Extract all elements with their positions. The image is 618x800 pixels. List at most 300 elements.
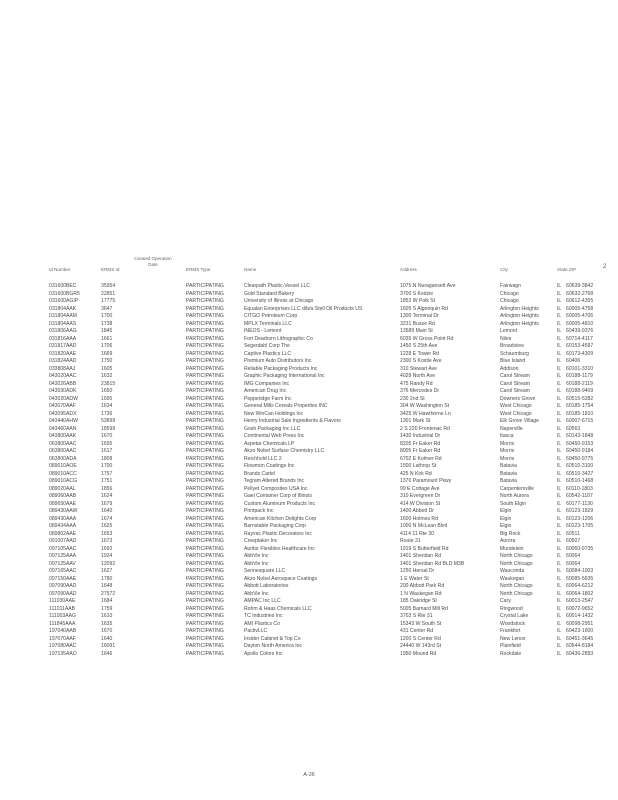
cell-address: 1200 S Center Rd (400, 635, 441, 642)
cell-city: Mundelein (500, 545, 524, 552)
cell-state: IL (557, 538, 562, 544)
cell-address: 1000 N McLean Blvd (400, 523, 448, 529)
cell-zip: 60072-9652 (566, 605, 594, 612)
cell-zip: 60143-1848 (566, 433, 594, 439)
cell-erms-id: 18599 (101, 425, 116, 432)
cell-zip: 60406 (566, 358, 581, 364)
facility-table (0, 283, 618, 658)
cell-name: Printpack Inc (244, 508, 274, 514)
table-row (0, 336, 618, 344)
cell-id-number: 043020ADW (49, 395, 78, 402)
cell-city: Morris (500, 448, 515, 454)
cell-zip: 60014-1432 (566, 613, 594, 619)
cell-state: IL (557, 373, 562, 379)
cell-id-number: 031824AAD (49, 358, 77, 364)
cell-state: IL (557, 583, 562, 589)
cell-erms-id: 1924 (101, 553, 113, 559)
cell-zip: 60123-1705 (566, 523, 594, 529)
cell-erms-type: PARTICIPATING (186, 523, 224, 529)
table-row (0, 291, 618, 299)
cell-name: Gosh Packaging Inc LLC (244, 425, 301, 432)
cell-state: IL (557, 470, 562, 477)
cell-erms-type: PARTICIPATING (186, 418, 224, 424)
cell-name: Barnstable Packaging Corp (244, 523, 307, 529)
cell-state: IL (557, 598, 562, 604)
cell-state: IL (557, 620, 562, 627)
cell-erms-type: PARTICIPATING (186, 530, 224, 537)
cell-name: Sennesquare LLC (244, 568, 286, 574)
cell-address: 185 Oakridge St (400, 598, 437, 604)
cell-erms-id: 1700 (101, 463, 113, 469)
cell-name: TC Industries Inc (244, 613, 283, 619)
cell-id-number: 097165AAC (49, 568, 77, 574)
cell-id-number: 043070AAF (49, 403, 76, 409)
cell-name: University of Illinois at Chicago (244, 298, 314, 304)
cell-address: 431 Center Rd (400, 628, 434, 634)
cell-address: 1919 S Butterfield Rd (400, 545, 449, 552)
cell-zip: 60188-1179 (566, 373, 593, 379)
table-row (0, 598, 618, 606)
cell-erms-id: 1640 (101, 635, 113, 642)
cell-city: Schaumburg (500, 350, 529, 357)
cell-city: Arlington Heights (500, 305, 539, 312)
cell-zip: 60110-1803 (566, 485, 593, 492)
cell-state: IL (557, 380, 562, 387)
cell-erms-id: 1780 (101, 575, 113, 582)
cell-zip: 60060-9735 (566, 545, 594, 552)
cell-erms-type: PARTICIPATING (186, 455, 224, 462)
cell-name: Fort Dearborn Lithographic Co (244, 335, 313, 342)
cell-name: Akzo Nobel Surface Chemistry LLC (244, 448, 325, 454)
table-row (0, 493, 618, 501)
cell-state: IL (557, 335, 562, 342)
cell-erms-type: PARTICIPATING (186, 628, 224, 634)
cell-city: Elk Grove Village (500, 418, 539, 424)
cell-erms-type: PARTICIPATING (186, 320, 224, 327)
cell-erms-type: PARTICIPATING (186, 583, 224, 589)
cell-city: Crystal Lake (500, 613, 529, 619)
cell-name: Brands Cartel (244, 470, 276, 477)
cell-city: Big Rock (500, 530, 521, 537)
cell-address: 1853 W Polk St (400, 298, 436, 304)
cell-city: Lemont (500, 328, 517, 334)
cell-name: General Mills Cereals Properties INC (244, 403, 328, 409)
table-row (0, 561, 618, 569)
cell-state: IL (557, 553, 562, 559)
cell-state: IL (557, 410, 562, 417)
cell-name: AbbVie Inc (244, 560, 269, 567)
cell-erms-type: PARTICIPATING (186, 350, 224, 357)
cell-id-number: 089430AAW (49, 508, 78, 514)
cell-city: Rockdale (500, 650, 522, 657)
cell-name: Tegram Altered Brands Inc (244, 478, 305, 484)
cell-erms-id: 1650 (101, 388, 113, 394)
cell-name: Gael Container Corp of Illinois (244, 493, 312, 499)
cell-address: 310 Evergreen Dr (400, 493, 441, 499)
cell-name: AMI Plastics Co (244, 620, 280, 627)
cell-id-number: 111845AAA (49, 620, 76, 627)
cell-erms-type: PARTICIPATING (186, 598, 224, 604)
cell-zip: 60064 (566, 553, 581, 559)
cell-zip: 60084-1003 (566, 568, 594, 574)
cell-erms-type: PARTICIPATING (186, 560, 224, 567)
cell-state: IL (557, 343, 562, 349)
cell-address: 13589 Main St (400, 328, 433, 334)
cell-zip: 60423-1600 (566, 628, 594, 634)
table-row (0, 396, 618, 404)
cell-id-number: 043800AAK (49, 433, 77, 439)
cell-zip: 60064-6212 (566, 583, 594, 589)
cell-id-number: 111011AAB (49, 605, 76, 612)
cell-erms-type: PARTICIPATING (186, 508, 224, 514)
cell-city: Arlington Heights (500, 313, 539, 319)
cell-erms-type: PARTICIPATING (186, 365, 224, 372)
cell-erms-type: PARTICIPATING (186, 388, 224, 394)
cell-erms-type: PARTICIPATING (186, 568, 224, 574)
cell-erms-id: 17775 (101, 298, 116, 304)
table-row (0, 306, 618, 314)
cell-erms-id: 1674 (101, 515, 113, 522)
cell-city: Blue Island (500, 358, 526, 364)
cell-id-number: 089010ACC (49, 470, 77, 477)
cell-erms-id: 1700 (101, 313, 113, 319)
cell-state: IL (557, 358, 562, 364)
cell-name: Aspetar Chemicals LP (244, 440, 295, 447)
cell-erms-id: 1610 (101, 613, 113, 619)
cell-name: Auritor Flexibles Healthcare Inc (244, 545, 315, 552)
cell-address: 24440 W 143rd St (400, 643, 442, 649)
cell-city: West Chicago (500, 403, 532, 409)
cell-state: IL (557, 590, 562, 597)
cell-state: IL (557, 365, 562, 372)
cell-name: Graphic Packaging International Inc (244, 373, 325, 379)
cell-state: IL (557, 425, 562, 432)
cell-zip: 60177-1130 (566, 500, 593, 507)
table-row (0, 501, 618, 509)
cell-address: 1300 Terminal Dr (400, 313, 439, 319)
cell-city: Addison (500, 365, 519, 372)
cell-erms-id: 1706 (101, 343, 113, 349)
cell-erms-id: 1653 (101, 530, 113, 537)
cell-state: IL (557, 568, 562, 574)
table-row (0, 351, 618, 359)
header-erms-type: ERMS Type (186, 267, 211, 272)
cell-erms-type: PARTICIPATING (186, 298, 224, 304)
cell-address: 8005 Fr Eaker Rd (400, 448, 441, 454)
cell-city: Frankfort (500, 628, 521, 634)
cell-erms-type: PARTICIPATING (186, 590, 224, 597)
cell-zip: 60450-9775 (566, 455, 594, 462)
footer-page-number: A-26 (303, 772, 315, 778)
cell-city: Downers Grove (500, 395, 536, 402)
cell-id-number: 063800AAC (49, 448, 77, 454)
cell-city: Cary (500, 598, 511, 604)
cell-erms-type: PARTICIPATING (186, 643, 224, 649)
cell-address: 3703 S Rte 31 (400, 613, 433, 619)
cell-state: IL (557, 545, 562, 552)
cell-erms-type: PARTICIPATING (186, 290, 224, 297)
cell-address: 1401 Sheridan Rd BLD M3B (400, 560, 465, 567)
cell-address: 1301 Mark St (400, 418, 431, 424)
cell-name: AbbVie Inc (244, 553, 269, 559)
cell-erms-id: 27572 (101, 590, 116, 597)
cell-address: 425 N Kirk Rd (400, 470, 432, 477)
cell-erms-id: 1757 (101, 470, 113, 477)
cell-zip: 60123-1206 (566, 515, 594, 522)
cell-name: Pellyet Composites USA Inc (244, 485, 308, 492)
cell-name: Continental Web Press Inc (244, 433, 305, 439)
cell-address: 1605 S Algonquin Rd (400, 305, 448, 312)
cell-address: 1400 Abbott Dr (400, 508, 434, 514)
cell-city: West Chicago (500, 410, 532, 417)
cell-id-number: 111003AAG (49, 613, 76, 619)
cell-zip: 60185-1754 (566, 403, 594, 409)
cell-state: IL (557, 403, 562, 409)
table-row (0, 531, 618, 539)
table-row (0, 546, 618, 554)
cell-id-number: 097125AAA (49, 553, 77, 559)
cell-erms-id: 1648 (101, 583, 113, 589)
cell-zip: 60542-1107 (566, 493, 593, 499)
cell-city: North Chicago (500, 583, 533, 589)
cell-city: Arlington Heights (500, 320, 539, 327)
cell-zip: 60085-5635 (566, 575, 594, 582)
cell-state: IL (557, 635, 562, 642)
cell-state: IL (557, 605, 562, 612)
table-row (0, 553, 618, 561)
cell-erms-id: 1808 (101, 455, 113, 462)
cell-id-number: 197135AAO (49, 650, 77, 657)
cell-zip: 60544-8184 (566, 643, 594, 649)
cell-id-number: 031820AAE (49, 350, 77, 357)
cell-erms-type: PARTICIPATING (186, 493, 224, 499)
table-row (0, 591, 618, 599)
cell-erms-id: 22851 (101, 290, 116, 297)
cell-erms-type: PARTICIPATING (186, 358, 224, 364)
cell-name: Apollo Colors Inc (244, 650, 283, 657)
cell-zip: 60005-4706 (566, 313, 594, 319)
cell-id-number: 089010ACG (49, 478, 78, 484)
cell-id-number: 031804AAK (49, 305, 77, 312)
cell-state: IL (557, 485, 562, 492)
cell-erms-id: 1646 (101, 650, 113, 657)
cell-address: 414 W Division St (400, 500, 441, 507)
cell-id-number: 043030ADK (49, 388, 77, 394)
cell-erms-id: 1695 (101, 395, 113, 402)
cell-state: IL (557, 395, 562, 402)
cell-erms-id: 1661 (101, 335, 113, 342)
cell-zip: 60639-3842 (566, 283, 594, 289)
cell-city: Batavia (500, 478, 517, 484)
table-row (0, 313, 618, 321)
cell-erms-type: PARTICIPATING (186, 305, 224, 312)
cell-id-number: 031816AAA (49, 335, 77, 342)
cell-id-number: 089430AAA (49, 515, 77, 522)
cell-address: 475 Randy Rd (400, 380, 433, 387)
cell-state: IL (557, 493, 562, 499)
cell-city: North Aurora (500, 493, 529, 499)
table-row (0, 538, 618, 546)
cell-name: Rohm & Haas Chemicals LLC (244, 605, 312, 612)
cell-state: IL (557, 650, 562, 657)
cell-erms-id: 1679 (101, 500, 113, 507)
cell-id-number: 089060AAB (49, 493, 77, 499)
cell-name: MPLX Terminals LLC (244, 320, 292, 327)
table-row (0, 463, 618, 471)
cell-id-number: 043026ABB (49, 380, 77, 387)
cell-name: AbbVie Inc (244, 590, 269, 597)
cell-erms-type: PARTICIPATING (186, 328, 224, 334)
header-state: State (557, 267, 568, 272)
cell-erms-type: PARTICIPATING (186, 545, 224, 552)
cell-erms-type: PARTICIPATING (186, 650, 224, 657)
cell-name: AMPAC Inc LLC (244, 598, 281, 604)
cell-erms-id: 1670 (101, 628, 113, 634)
cell-erms-id: 1856 (101, 485, 113, 492)
cell-address: 1228 E Tower Rd (400, 350, 439, 357)
cell-state: IL (557, 560, 562, 567)
cell-city: New Lenox (500, 635, 526, 642)
cell-zip: 60439-9376 (566, 328, 594, 334)
cell-erms-id: 1632 (101, 373, 113, 379)
header-name: Name (244, 267, 257, 272)
header-city: City (500, 267, 508, 272)
cell-erms-id: 1673 (101, 538, 113, 544)
cell-name: Custom Aluminum Products Inc (244, 500, 316, 507)
cell-state: IL (557, 305, 562, 312)
cell-state: IL (557, 440, 562, 447)
table-row (0, 321, 618, 329)
cell-state: IL (557, 320, 562, 327)
table-row (0, 478, 618, 486)
cell-id-number: 031804AAS (49, 320, 77, 327)
cell-zip: 60510-3427 (566, 470, 594, 477)
cell-name: Insider Cabinet & Top Co (244, 635, 301, 642)
cell-erms-type: PARTICIPATING (186, 463, 224, 469)
cell-erms-id: 1684 (101, 598, 113, 604)
cell-zip: 60510-3100 (566, 463, 594, 469)
cell-erms-id: 1695 (101, 440, 113, 447)
cell-zip: 60013-2547 (566, 598, 594, 604)
cell-address: 230 2nd St (400, 395, 425, 402)
table-row (0, 621, 618, 629)
cell-city: North Chicago (500, 560, 533, 567)
cell-id-number: 031804AAM (49, 313, 78, 319)
cell-erms-id: 1670 (101, 433, 113, 439)
cell-erms-id: 3647 (101, 305, 113, 312)
cell-zip: 60005-4758 (566, 305, 594, 312)
cell-address: 6702 E Kolmer Rd (400, 455, 442, 462)
cell-city: Carol Stream (500, 388, 531, 394)
cell-zip: 60450-9184 (566, 448, 594, 454)
cell-address: 1250 Hersal Dr (400, 568, 435, 574)
cell-city: Naperville (500, 425, 523, 432)
cell-name: Creeptaker Inc (244, 538, 278, 544)
table-row (0, 576, 618, 584)
cell-state: IL (557, 613, 562, 619)
cell-id-number: 097090AAD (49, 590, 77, 597)
cell-erms-type: PARTICIPATING (186, 410, 224, 417)
cell-name: IMG Companies Inc (244, 380, 290, 387)
cell-state: IL (557, 515, 562, 522)
table-row (0, 441, 618, 449)
cell-address: 1370 Paramount Pkwy (400, 478, 452, 484)
table-header (0, 256, 618, 278)
cell-erms-type: PARTICIPATING (186, 335, 224, 342)
cell-address: 310 Stewart Ave (400, 365, 438, 372)
cell-erms-id: 1845 (101, 328, 113, 334)
cell-city: Carol Stream (500, 380, 531, 387)
cell-zip: 60188-9409 (566, 388, 594, 394)
cell-city: South Elgin (500, 500, 527, 507)
cell-erms-type: PARTICIPATING (186, 470, 224, 477)
cell-erms-id: 35954 (101, 283, 116, 289)
cell-name: Flowmon Coatings Inc (244, 463, 295, 469)
cell-city: Woodstock (500, 620, 526, 627)
cell-address: 4028 North Ave (400, 373, 436, 379)
cell-erms-type: PARTICIPATING (186, 575, 224, 582)
table-row (0, 343, 618, 351)
cell-name: Equalan Enterprises LLC d/b/a Stell Oil Products US (244, 305, 363, 312)
cell-zip: 60064 (566, 560, 581, 567)
cell-name: Rayvac Plastic Decorators Inc (244, 530, 312, 537)
cell-address: 1 N Waukegan Rd (400, 590, 442, 597)
cell-zip: 60153-4597 (566, 343, 594, 349)
cell-zip: 60451-3645 (566, 635, 594, 642)
table-row (0, 456, 618, 464)
cell-name: Segerdahl Corp The (244, 343, 290, 349)
table-row (0, 328, 618, 336)
page-marker: 2 (603, 264, 607, 270)
cell-address: 304 W Washington St (400, 403, 450, 409)
cell-address: 15343 W South St (400, 620, 442, 627)
cell-id-number: 197070AAF (49, 635, 76, 642)
table-row (0, 613, 618, 621)
cell-city: Batavia (500, 470, 517, 477)
cell-zip: 60005-4810 (566, 320, 594, 327)
cell-name: Dayton North America Inc (244, 643, 303, 649)
cell-name: American Kitchen Delights Corp (244, 515, 317, 522)
table-row (0, 411, 618, 419)
cell-erms-id: 1759 (101, 605, 113, 612)
cell-erms-id: 1640 (101, 508, 113, 514)
cell-id-number: 089020AAL (49, 485, 76, 492)
cell-erms-type: PARTICIPATING (186, 515, 224, 522)
cell-address: 1401 Sheridan Rd (400, 553, 442, 559)
cell-city: Carol Stream (500, 373, 531, 379)
cell-zip: 60507 (566, 538, 581, 544)
cell-id-number: 097125AAV (49, 560, 76, 567)
table-row (0, 426, 618, 434)
table-row (0, 373, 618, 381)
cell-erms-type: PARTICIPATING (186, 440, 224, 447)
table-row (0, 388, 618, 396)
cell-city: Elgin (500, 515, 512, 522)
cell-id-number: 031817AAD (49, 343, 77, 349)
cell-id-number: 031600AGIP (49, 298, 79, 304)
cell-address: 3425 W Hawthorne Ln (400, 410, 451, 417)
cell-address: 1500 Lathrop St (400, 463, 437, 469)
cell-state: IL (557, 643, 562, 649)
table-row (0, 568, 618, 576)
cell-erms-type: PARTICIPATING (186, 500, 224, 507)
cell-name: New WinCan Holdings Inc (244, 410, 304, 417)
cell-erms-id: 1627 (101, 568, 113, 574)
cell-erms-type: PARTICIPATING (186, 313, 224, 319)
cell-name: Abbott Laboratories (244, 583, 289, 589)
table-row (0, 471, 618, 479)
cell-id-number: 111030AAE (49, 598, 76, 604)
